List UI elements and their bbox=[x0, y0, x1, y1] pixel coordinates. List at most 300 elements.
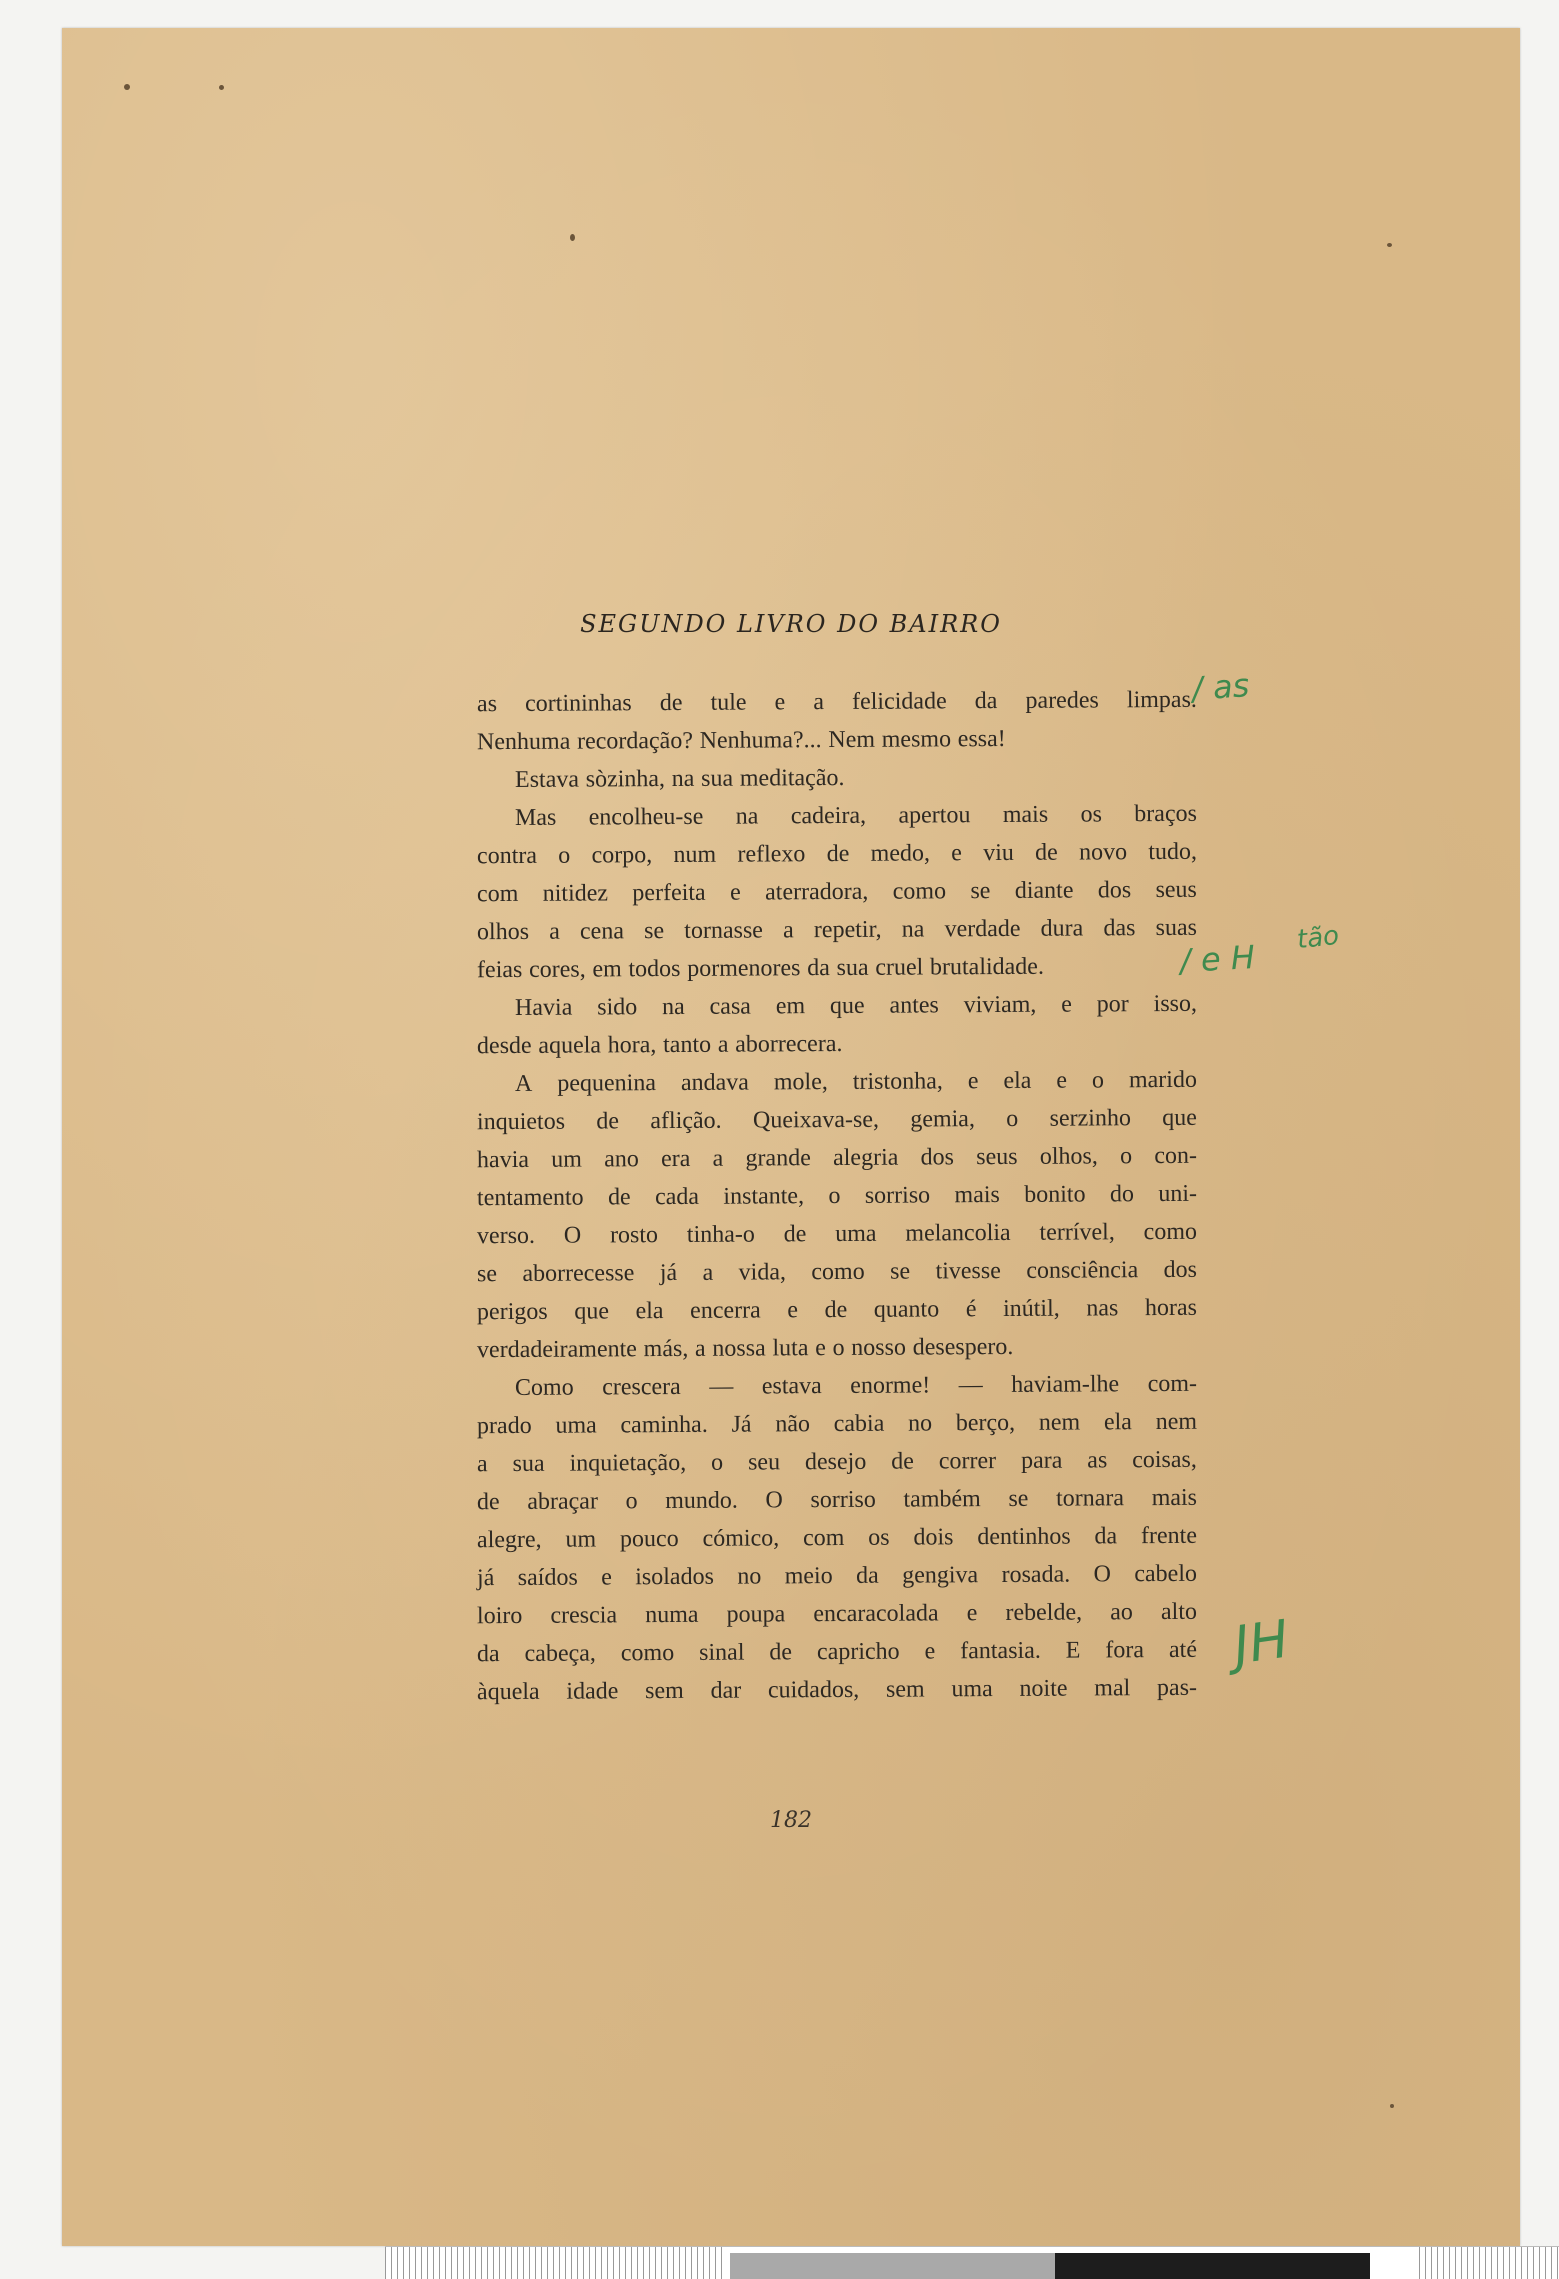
word: marido bbox=[1128, 1066, 1198, 1094]
word: de bbox=[1035, 839, 1058, 866]
word: repetir, bbox=[813, 916, 882, 944]
word: sua bbox=[836, 954, 869, 982]
word: verdade bbox=[944, 915, 1021, 943]
word: e bbox=[601, 1564, 612, 1591]
margin-note-initials: JH bbox=[1230, 1609, 1293, 1677]
word: uma bbox=[951, 1676, 993, 1703]
word: já bbox=[659, 1259, 678, 1287]
text-line bbox=[477, 1061, 1197, 1103]
word: abraçar bbox=[527, 1488, 598, 1515]
word: — bbox=[958, 1372, 983, 1399]
word: do bbox=[1109, 1181, 1135, 1208]
word: ao bbox=[1110, 1599, 1133, 1626]
word: sorriso bbox=[810, 1486, 876, 1514]
word: nas bbox=[1086, 1295, 1119, 1322]
word: com- bbox=[1147, 1370, 1198, 1398]
word: sinal bbox=[699, 1639, 745, 1666]
word: brutalidade. bbox=[929, 953, 1044, 981]
word: cena bbox=[579, 918, 625, 945]
margin-note-e-h: / e H bbox=[1179, 938, 1256, 980]
word: A bbox=[514, 1070, 533, 1097]
word: se bbox=[476, 1261, 498, 1288]
word: prado bbox=[476, 1412, 532, 1440]
word: antes bbox=[889, 992, 939, 1019]
margin-note-as: / as bbox=[1190, 666, 1251, 708]
word: e bbox=[924, 1638, 936, 1665]
word: da bbox=[1094, 1523, 1118, 1550]
word: reflexo bbox=[737, 841, 806, 868]
word: ela bbox=[1103, 1409, 1132, 1436]
text-line bbox=[477, 795, 1197, 837]
text-line bbox=[477, 719, 1197, 761]
word: viu bbox=[983, 839, 1014, 867]
word: pouco bbox=[619, 1525, 679, 1553]
word: Nenhuma?... bbox=[699, 727, 822, 754]
word: que bbox=[574, 1298, 610, 1325]
word: recordação? bbox=[576, 727, 694, 755]
word: dois bbox=[913, 1524, 954, 1551]
word: ano bbox=[604, 1146, 639, 1173]
word: dos bbox=[1097, 877, 1132, 904]
word: a bbox=[549, 918, 560, 945]
word: serzinho bbox=[1049, 1105, 1131, 1132]
word: quanto bbox=[873, 1296, 940, 1323]
word: o bbox=[1006, 1105, 1019, 1132]
word: Já bbox=[731, 1411, 752, 1438]
word: como bbox=[620, 1639, 675, 1667]
paper-sheet bbox=[62, 28, 1520, 2246]
word: mais bbox=[1151, 1484, 1198, 1512]
word: cómico, bbox=[702, 1525, 780, 1552]
page-number: 182 bbox=[770, 1808, 812, 1833]
ruler-ticks bbox=[1419, 2247, 1559, 2279]
text-line bbox=[477, 757, 1197, 799]
word: Estava bbox=[514, 766, 580, 793]
paper-speck bbox=[124, 84, 130, 90]
word: meditação. bbox=[739, 764, 845, 792]
word: Mas bbox=[514, 804, 557, 831]
word: essa! bbox=[957, 725, 1006, 753]
word: feias bbox=[476, 956, 523, 984]
word: dentinhos bbox=[977, 1523, 1071, 1551]
word: isso, bbox=[1153, 990, 1198, 1018]
word: con- bbox=[1154, 1142, 1198, 1170]
word: tule bbox=[710, 689, 747, 716]
word: fantasia. bbox=[960, 1637, 1041, 1665]
word: O bbox=[765, 1487, 783, 1514]
word: para bbox=[1020, 1447, 1063, 1474]
word: estava bbox=[761, 1373, 822, 1400]
word: o bbox=[711, 1449, 724, 1476]
word: isolados bbox=[635, 1563, 714, 1591]
word: alto bbox=[1160, 1598, 1198, 1626]
text-line bbox=[477, 1593, 1197, 1635]
word: crescera bbox=[602, 1373, 681, 1401]
word: a bbox=[694, 1335, 706, 1362]
word: gengiva bbox=[902, 1562, 979, 1589]
word: Queixava-se, bbox=[752, 1106, 880, 1134]
word: cada bbox=[654, 1183, 700, 1211]
word: saídos bbox=[517, 1564, 578, 1591]
word: verdadeiramente bbox=[476, 1336, 637, 1364]
word: na bbox=[735, 803, 759, 830]
word: cuidados, bbox=[767, 1676, 860, 1704]
word: cabia bbox=[833, 1410, 885, 1438]
word: Havia bbox=[514, 994, 573, 1021]
word: na bbox=[671, 765, 695, 793]
word: dos bbox=[1163, 1256, 1198, 1284]
word: nem bbox=[1155, 1408, 1198, 1436]
word: noite bbox=[1019, 1675, 1068, 1702]
word: gemia, bbox=[910, 1106, 975, 1133]
word: a bbox=[712, 1145, 724, 1172]
word: cabelo bbox=[1134, 1560, 1198, 1588]
paper-speck bbox=[1390, 2104, 1394, 2108]
word: em bbox=[592, 956, 622, 983]
word: e bbox=[729, 879, 741, 906]
word: como bbox=[811, 1258, 865, 1286]
word: correr bbox=[938, 1448, 997, 1475]
word: como bbox=[1143, 1218, 1198, 1246]
word: novo bbox=[1078, 839, 1128, 866]
word: horas bbox=[1144, 1294, 1198, 1322]
word: de bbox=[891, 1448, 914, 1475]
word: braços bbox=[1134, 800, 1197, 828]
word: sorriso bbox=[864, 1182, 931, 1209]
word: no bbox=[907, 1410, 933, 1437]
word: ela bbox=[1003, 1067, 1032, 1094]
text-line bbox=[477, 1479, 1197, 1521]
word: de bbox=[659, 689, 683, 717]
word: loiro bbox=[476, 1602, 523, 1630]
word: melancolia bbox=[905, 1219, 1011, 1247]
word: nem bbox=[1038, 1409, 1081, 1436]
word: todos bbox=[628, 955, 681, 983]
word: mundo. bbox=[665, 1487, 738, 1515]
word: nosso bbox=[851, 1334, 907, 1361]
word: a bbox=[813, 689, 825, 716]
word: o bbox=[1091, 1067, 1105, 1094]
text-line bbox=[477, 871, 1197, 913]
word: é bbox=[965, 1296, 977, 1323]
word: em bbox=[775, 993, 806, 1020]
word: o bbox=[832, 1334, 845, 1362]
word: nossa bbox=[712, 1335, 766, 1362]
word: já bbox=[476, 1565, 495, 1592]
word: O bbox=[563, 1222, 582, 1249]
text-line bbox=[477, 681, 1197, 723]
text-line bbox=[477, 1441, 1197, 1483]
word: mais bbox=[1002, 801, 1049, 828]
word: desespero. bbox=[912, 1333, 1014, 1361]
word: as bbox=[1087, 1447, 1108, 1474]
word: vida, bbox=[738, 1259, 787, 1286]
word: e bbox=[1056, 1067, 1068, 1094]
word: coisas, bbox=[1132, 1446, 1197, 1474]
word: numa bbox=[645, 1601, 699, 1629]
word: seu bbox=[747, 1449, 781, 1476]
word: crescia bbox=[550, 1602, 618, 1629]
word: inquietos bbox=[476, 1108, 566, 1136]
word: medo, bbox=[870, 840, 931, 867]
word: mais bbox=[954, 1182, 1000, 1209]
word: frente bbox=[1140, 1522, 1198, 1550]
word: na bbox=[662, 993, 685, 1021]
word: os bbox=[868, 1524, 890, 1551]
text-line bbox=[477, 1023, 1197, 1065]
text-line bbox=[477, 833, 1197, 875]
word: dos bbox=[920, 1144, 955, 1171]
text-line bbox=[477, 1365, 1197, 1407]
paper-speck bbox=[570, 234, 575, 241]
word: a bbox=[702, 1259, 714, 1286]
word: pas- bbox=[1156, 1674, 1198, 1702]
word: um bbox=[551, 1146, 582, 1173]
word: era bbox=[660, 1145, 691, 1173]
running-head: SEGUNDO LIVRO DO BAIRRO bbox=[580, 610, 1002, 638]
text-line bbox=[477, 1517, 1197, 1559]
word: o bbox=[625, 1488, 638, 1515]
word: hora, bbox=[607, 1032, 657, 1059]
word: e bbox=[967, 1068, 979, 1095]
word: as bbox=[476, 691, 498, 718]
word: instante, bbox=[723, 1183, 805, 1210]
text-line bbox=[477, 1327, 1197, 1369]
word: àquela bbox=[476, 1678, 540, 1706]
word: por bbox=[1096, 991, 1129, 1018]
word: perigos bbox=[476, 1298, 548, 1326]
word: tanto bbox=[663, 1031, 712, 1059]
word: consciência bbox=[1026, 1257, 1139, 1284]
word: seus bbox=[1155, 876, 1197, 904]
word: ela bbox=[635, 1298, 664, 1325]
word: desde bbox=[476, 1032, 532, 1060]
word: viviam, bbox=[963, 991, 1037, 1019]
word: haviam-lhe bbox=[1011, 1371, 1120, 1398]
word: tentamento bbox=[476, 1184, 584, 1212]
word: o bbox=[828, 1182, 841, 1210]
word: rosada. bbox=[1001, 1561, 1071, 1588]
word: aterradora, bbox=[765, 878, 869, 906]
word: uma bbox=[555, 1412, 597, 1439]
word: na bbox=[901, 916, 925, 943]
word: o bbox=[558, 842, 571, 869]
word: caminha. bbox=[620, 1411, 708, 1439]
word: num bbox=[673, 841, 717, 868]
word: paredes bbox=[1025, 687, 1099, 714]
word: — bbox=[709, 1373, 734, 1400]
paper-speck bbox=[219, 85, 224, 90]
word: e bbox=[815, 1335, 826, 1362]
word: a bbox=[476, 1451, 488, 1478]
word: tudo, bbox=[1148, 838, 1198, 866]
word: e bbox=[966, 1600, 978, 1627]
word: bonito bbox=[1024, 1181, 1086, 1208]
word: luta bbox=[772, 1335, 809, 1362]
word: poupa bbox=[726, 1601, 786, 1628]
word: O bbox=[1093, 1561, 1112, 1588]
word: seus bbox=[976, 1143, 1018, 1171]
word: cortininhas bbox=[525, 690, 632, 717]
word: sem bbox=[645, 1677, 684, 1705]
text-line bbox=[477, 1213, 1197, 1255]
word: desejo bbox=[804, 1448, 867, 1476]
word: que bbox=[829, 992, 865, 1020]
word: perfeita bbox=[632, 879, 706, 907]
word: berço, bbox=[955, 1409, 1016, 1437]
word: se bbox=[970, 878, 991, 905]
text-line bbox=[477, 1631, 1197, 1673]
text-line bbox=[477, 1403, 1197, 1445]
ruler-ticks bbox=[385, 2247, 725, 2279]
word: tivesse bbox=[935, 1257, 1001, 1285]
word: mole, bbox=[773, 1069, 828, 1096]
word: da bbox=[476, 1641, 500, 1668]
word: uni- bbox=[1158, 1180, 1198, 1208]
word: más, bbox=[643, 1335, 689, 1363]
text-line bbox=[477, 1175, 1197, 1217]
word: da bbox=[856, 1562, 879, 1589]
word: limpas. bbox=[1126, 686, 1197, 714]
word: capricho bbox=[816, 1638, 900, 1666]
word: se bbox=[1008, 1485, 1029, 1512]
word: encerra bbox=[690, 1297, 761, 1324]
word: com bbox=[476, 880, 519, 908]
word: cadeira, bbox=[790, 802, 867, 830]
word: mesmo bbox=[881, 726, 952, 753]
word: casa bbox=[709, 993, 751, 1020]
word: sem bbox=[885, 1676, 925, 1703]
word: meio bbox=[784, 1563, 833, 1590]
word: dura bbox=[1040, 915, 1084, 942]
word: fora bbox=[1105, 1637, 1145, 1664]
text-line bbox=[477, 1289, 1197, 1331]
word: da bbox=[974, 688, 998, 715]
word: de bbox=[826, 840, 850, 868]
word: alegre, bbox=[476, 1526, 542, 1554]
text-line bbox=[477, 909, 1197, 951]
word: tinha-o bbox=[686, 1221, 755, 1248]
margin-note-tao: tão bbox=[1295, 920, 1341, 956]
text-line bbox=[477, 1137, 1197, 1179]
word: que bbox=[1162, 1104, 1197, 1132]
word: tornara bbox=[1055, 1485, 1125, 1512]
text-line bbox=[477, 1251, 1197, 1293]
word: idade bbox=[566, 1678, 619, 1705]
word: E bbox=[1065, 1637, 1081, 1664]
word: a bbox=[782, 917, 794, 944]
word: Como bbox=[514, 1374, 574, 1401]
word: contra bbox=[476, 842, 538, 870]
word: como bbox=[892, 878, 947, 905]
word: enorme! bbox=[850, 1372, 931, 1399]
body-text bbox=[477, 683, 1197, 1709]
word: um bbox=[565, 1526, 597, 1553]
text-line bbox=[477, 985, 1197, 1027]
word: terrível, bbox=[1039, 1219, 1115, 1246]
word: cabeça, bbox=[524, 1640, 596, 1667]
word: encolheu-se bbox=[588, 803, 704, 831]
word: aquela bbox=[538, 1032, 602, 1059]
word: encaracolada bbox=[813, 1600, 939, 1628]
text-line bbox=[477, 1669, 1197, 1711]
word: sua bbox=[512, 1450, 545, 1477]
word: também bbox=[903, 1486, 981, 1513]
word: aborrecesse bbox=[522, 1260, 635, 1287]
word: andava bbox=[680, 1069, 749, 1096]
word: se bbox=[890, 1258, 911, 1285]
word: aflição. bbox=[650, 1107, 722, 1135]
word: cruel bbox=[875, 954, 924, 981]
paper-speck bbox=[1387, 243, 1392, 247]
black-patch bbox=[1055, 2253, 1370, 2279]
word: de bbox=[607, 1184, 631, 1211]
word: no bbox=[737, 1563, 762, 1590]
word: e bbox=[1061, 991, 1072, 1018]
word: inquietação, bbox=[569, 1449, 687, 1477]
word: inútil, bbox=[1002, 1295, 1060, 1322]
word: da bbox=[807, 955, 830, 982]
grey-patch bbox=[730, 2253, 1060, 2279]
word: a bbox=[717, 1031, 729, 1058]
word: o bbox=[1119, 1143, 1133, 1170]
word: sua bbox=[701, 765, 734, 792]
word: tristonha, bbox=[852, 1068, 943, 1095]
word: pequenina bbox=[557, 1070, 657, 1097]
word: de bbox=[824, 1296, 848, 1324]
word: até bbox=[1168, 1636, 1198, 1663]
word: verso. bbox=[476, 1222, 536, 1250]
word: sòzinha, bbox=[585, 766, 666, 793]
word: dar bbox=[710, 1677, 742, 1704]
word: e bbox=[951, 840, 962, 867]
word: grande bbox=[745, 1145, 811, 1172]
word: corpo, bbox=[591, 842, 653, 869]
word: de bbox=[476, 1489, 500, 1516]
word: de bbox=[783, 1221, 807, 1248]
word: com bbox=[802, 1524, 845, 1552]
word: suas bbox=[1155, 914, 1198, 942]
word: não bbox=[775, 1411, 811, 1438]
word: pormenores bbox=[687, 955, 801, 982]
word: diante bbox=[1014, 877, 1074, 904]
word: apertou bbox=[898, 802, 971, 829]
word: e bbox=[787, 1297, 799, 1324]
word: tornasse bbox=[684, 917, 764, 944]
text-line bbox=[477, 947, 1197, 989]
word: aborrecera. bbox=[735, 1030, 843, 1058]
word: rebelde, bbox=[1005, 1599, 1083, 1626]
word: sido bbox=[597, 994, 638, 1021]
word: alegria bbox=[832, 1144, 899, 1172]
word: Nem bbox=[828, 726, 876, 754]
word: se bbox=[644, 918, 665, 945]
color-calibration-ruler bbox=[385, 2246, 1559, 2279]
word: mal bbox=[1094, 1675, 1131, 1702]
word: Nenhuma bbox=[476, 728, 571, 756]
word: olhos, bbox=[1039, 1143, 1098, 1170]
word: e bbox=[774, 689, 786, 716]
word: de bbox=[596, 1108, 620, 1135]
word: rosto bbox=[609, 1222, 659, 1249]
word: uma bbox=[835, 1220, 877, 1248]
word: olhos bbox=[476, 918, 530, 946]
text-line bbox=[477, 1099, 1197, 1141]
text-line bbox=[477, 1555, 1197, 1597]
word: cores, bbox=[528, 956, 586, 983]
word: das bbox=[1103, 915, 1136, 942]
word: nitidez bbox=[542, 880, 609, 907]
